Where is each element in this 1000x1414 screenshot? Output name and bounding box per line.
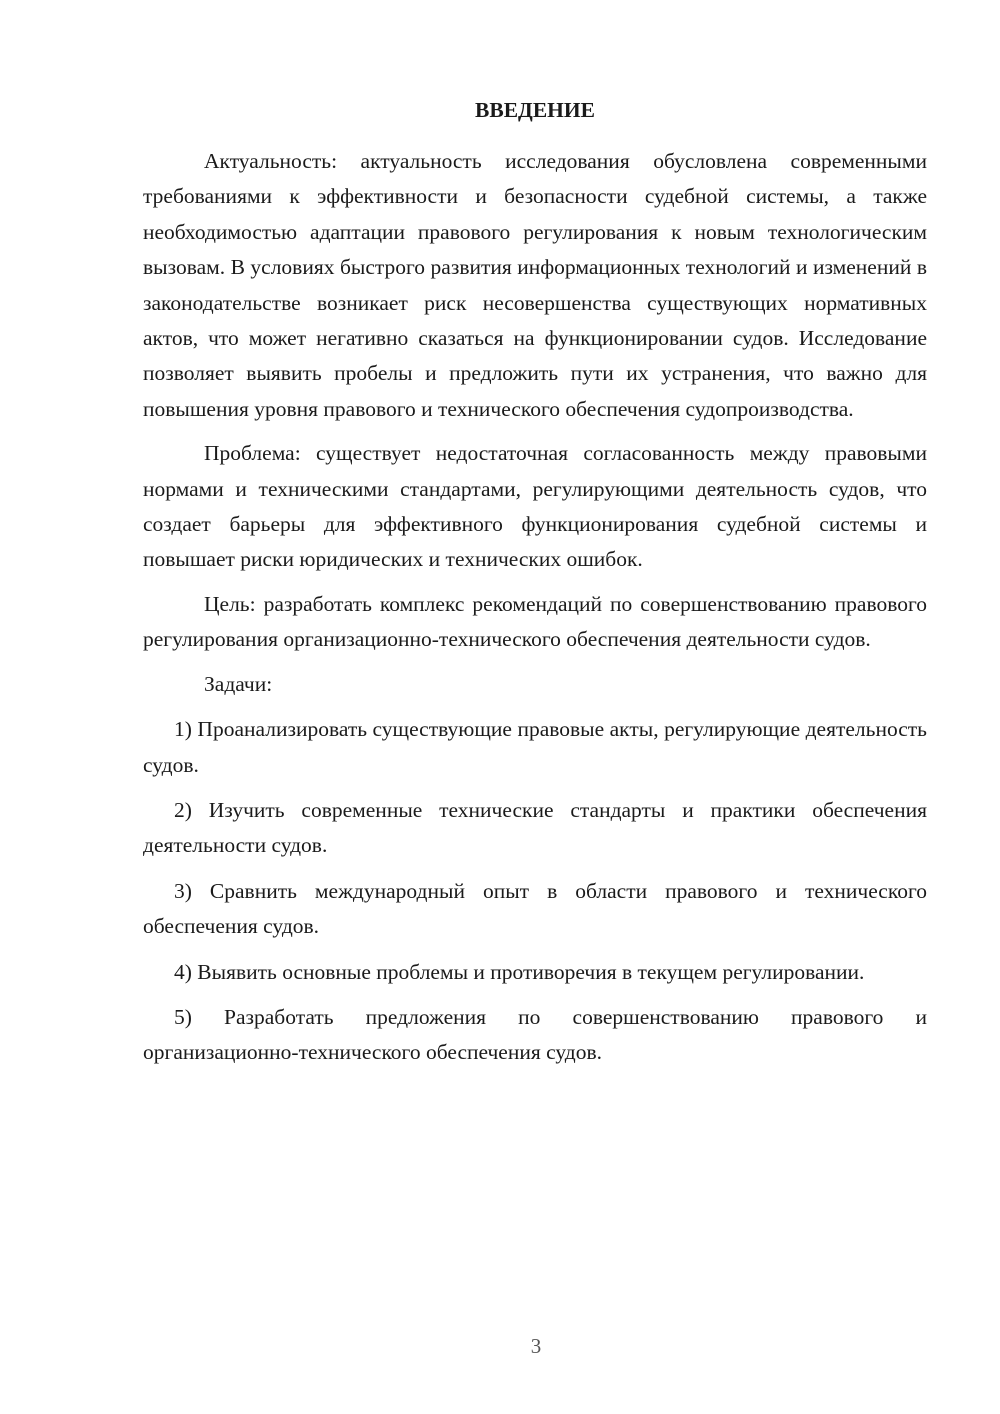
- task-item-5: 5) Разработать предложения по совершенствованию правового и организационно-технического обеспечения судов.: [143, 1004, 927, 1065]
- task-item-3: 3) Сравнить международный опыт в области правового и технического обеспечения судов.: [143, 878, 927, 939]
- page-content: [143, 96, 927, 1081]
- paragraph-problem: Проблема: существует недостаточная согласованность между правовыми нормами и техническими стандартами, регулирующими деятельность судов, что создает барьеры для эффективного функционирования судебной системы и повышает риски юридических и технических ошибок.: [143, 441, 927, 572]
- task-item-2: 2) Изучить современные технические стандарты и практики обеспечения деятельности судов.: [143, 797, 927, 858]
- tasks-heading: Задачи:: [204, 671, 273, 696]
- task-item-1: 1) Проанализировать существующие правовые акты, регулирующие деятельность судов.: [143, 717, 927, 777]
- task-item-4: 4) Выявить основные проблемы и противоречия в текущем регулировании.: [174, 959, 865, 984]
- paragraph-relevance: Актуальность: актуальность исследования обусловлена современными требованиями к эффективности и безопасности судебной системы, а также необходимостью адаптации правового регулирования к новым технологическим вызовам. В условиях быстрого развития информационных технологий и изменений в законодательстве возникает риск несовершенства существующих нормативных актов, что может негативно сказаться на функционировании судов. Исследование позволяет выявить пробелы и предложить пути их устранения, что важно для повышения уровня правового и технического обеспечения судопроизводства.: [143, 149, 927, 421]
- paragraph-goal: Цель: разработать комплекс рекомендаций по совершенствованию правового регулирования организационно-технического обеспечения деятельности судов.: [143, 591, 927, 652]
- section-title: ВВЕДЕНИЕ: [475, 98, 595, 122]
- page-number: 3: [530, 1334, 542, 1358]
